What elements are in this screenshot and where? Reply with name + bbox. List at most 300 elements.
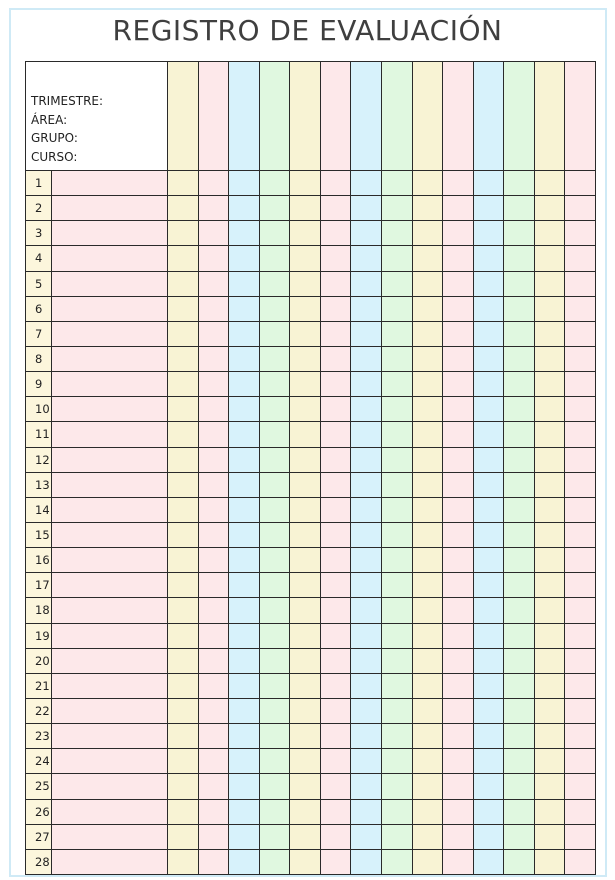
grade-cell[interactable] <box>534 196 565 221</box>
grade-cell[interactable] <box>259 598 290 623</box>
grade-cell[interactable] <box>565 774 596 799</box>
grade-cell[interactable] <box>473 749 504 774</box>
grade-cell[interactable] <box>320 497 351 522</box>
grade-cell[interactable] <box>381 573 412 598</box>
grade-cell[interactable] <box>473 548 504 573</box>
grade-cell[interactable] <box>198 749 229 774</box>
grade-cell[interactable] <box>504 749 535 774</box>
grade-cell[interactable] <box>320 171 351 196</box>
student-name-cell[interactable] <box>52 246 168 271</box>
grade-cell[interactable] <box>320 346 351 371</box>
grade-cell[interactable] <box>381 673 412 698</box>
grade-cell[interactable] <box>290 447 321 472</box>
grade-cell[interactable] <box>259 724 290 749</box>
grade-cell[interactable] <box>473 623 504 648</box>
grade-cell[interactable] <box>168 598 199 623</box>
student-name-cell[interactable] <box>52 171 168 196</box>
grade-cell[interactable] <box>534 623 565 648</box>
grade-cell[interactable] <box>229 447 260 472</box>
grade-cell[interactable] <box>229 372 260 397</box>
grade-cell[interactable] <box>473 472 504 497</box>
grade-cell[interactable] <box>198 548 229 573</box>
grade-cell[interactable] <box>504 598 535 623</box>
grade-cell[interactable] <box>473 824 504 849</box>
grade-cell[interactable] <box>534 573 565 598</box>
grade-cell[interactable] <box>259 196 290 221</box>
column-header-2[interactable] <box>198 62 229 171</box>
grade-cell[interactable] <box>381 221 412 246</box>
grade-cell[interactable] <box>473 598 504 623</box>
grade-cell[interactable] <box>351 422 382 447</box>
grade-cell[interactable] <box>412 221 443 246</box>
grade-cell[interactable] <box>381 321 412 346</box>
student-name-cell[interactable] <box>52 321 168 346</box>
student-name-cell[interactable] <box>52 774 168 799</box>
grade-cell[interactable] <box>290 824 321 849</box>
grade-cell[interactable] <box>168 673 199 698</box>
grade-cell[interactable] <box>351 296 382 321</box>
grade-cell[interactable] <box>320 321 351 346</box>
grade-cell[interactable] <box>565 171 596 196</box>
grade-cell[interactable] <box>412 522 443 547</box>
grade-cell[interactable] <box>351 271 382 296</box>
grade-cell[interactable] <box>168 221 199 246</box>
grade-cell[interactable] <box>473 724 504 749</box>
grade-cell[interactable] <box>290 522 321 547</box>
grade-cell[interactable] <box>351 548 382 573</box>
grade-cell[interactable] <box>565 522 596 547</box>
grade-cell[interactable] <box>198 774 229 799</box>
grade-cell[interactable] <box>290 623 321 648</box>
grade-cell[interactable] <box>290 749 321 774</box>
grade-cell[interactable] <box>168 196 199 221</box>
student-name-cell[interactable] <box>52 598 168 623</box>
grade-cell[interactable] <box>504 397 535 422</box>
grade-cell[interactable] <box>168 372 199 397</box>
grade-cell[interactable] <box>320 372 351 397</box>
grade-cell[interactable] <box>168 296 199 321</box>
grade-cell[interactable] <box>534 724 565 749</box>
grade-cell[interactable] <box>412 749 443 774</box>
grade-cell[interactable] <box>229 497 260 522</box>
grade-cell[interactable] <box>534 422 565 447</box>
grade-cell[interactable] <box>351 497 382 522</box>
grade-cell[interactable] <box>259 397 290 422</box>
grade-cell[interactable] <box>381 849 412 874</box>
grade-cell[interactable] <box>473 171 504 196</box>
grade-cell[interactable] <box>473 698 504 723</box>
grade-cell[interactable] <box>443 422 474 447</box>
grade-cell[interactable] <box>504 648 535 673</box>
grade-cell[interactable] <box>168 171 199 196</box>
grade-cell[interactable] <box>351 171 382 196</box>
column-header-12[interactable] <box>504 62 535 171</box>
student-name-cell[interactable] <box>52 849 168 874</box>
grade-cell[interactable] <box>259 799 290 824</box>
grade-cell[interactable] <box>290 648 321 673</box>
grade-cell[interactable] <box>168 799 199 824</box>
grade-cell[interactable] <box>443 221 474 246</box>
student-name-cell[interactable] <box>52 749 168 774</box>
grade-cell[interactable] <box>198 472 229 497</box>
grade-cell[interactable] <box>320 472 351 497</box>
grade-cell[interactable] <box>565 497 596 522</box>
grade-cell[interactable] <box>504 774 535 799</box>
grade-cell[interactable] <box>381 497 412 522</box>
grade-cell[interactable] <box>320 271 351 296</box>
grade-cell[interactable] <box>504 548 535 573</box>
student-name-cell[interactable] <box>52 698 168 723</box>
grade-cell[interactable] <box>381 824 412 849</box>
grade-cell[interactable] <box>504 422 535 447</box>
grade-cell[interactable] <box>351 397 382 422</box>
grade-cell[interactable] <box>229 271 260 296</box>
grade-cell[interactable] <box>351 724 382 749</box>
grade-cell[interactable] <box>534 522 565 547</box>
grade-cell[interactable] <box>473 497 504 522</box>
grade-cell[interactable] <box>504 824 535 849</box>
grade-cell[interactable] <box>534 497 565 522</box>
column-header-5[interactable] <box>290 62 321 171</box>
grade-cell[interactable] <box>473 648 504 673</box>
column-header-1[interactable] <box>168 62 199 171</box>
grade-cell[interactable] <box>198 447 229 472</box>
grade-cell[interactable] <box>259 271 290 296</box>
grade-cell[interactable] <box>443 472 474 497</box>
grade-cell[interactable] <box>381 196 412 221</box>
grade-cell[interactable] <box>534 673 565 698</box>
grade-cell[interactable] <box>504 573 535 598</box>
grade-cell[interactable] <box>381 698 412 723</box>
grade-cell[interactable] <box>290 171 321 196</box>
grade-cell[interactable] <box>443 372 474 397</box>
grade-cell[interactable] <box>351 698 382 723</box>
grade-cell[interactable] <box>168 849 199 874</box>
grade-cell[interactable] <box>443 698 474 723</box>
grade-cell[interactable] <box>381 397 412 422</box>
grade-cell[interactable] <box>412 774 443 799</box>
column-header-3[interactable] <box>229 62 260 171</box>
grade-cell[interactable] <box>443 623 474 648</box>
grade-cell[interactable] <box>290 397 321 422</box>
grade-cell[interactable] <box>381 346 412 371</box>
grade-cell[interactable] <box>351 824 382 849</box>
grade-cell[interactable] <box>443 824 474 849</box>
student-name-cell[interactable] <box>52 472 168 497</box>
grade-cell[interactable] <box>412 346 443 371</box>
grade-cell[interactable] <box>351 372 382 397</box>
column-header-13[interactable] <box>534 62 565 171</box>
grade-cell[interactable] <box>198 598 229 623</box>
grade-cell[interactable] <box>443 573 474 598</box>
grade-cell[interactable] <box>504 372 535 397</box>
grade-cell[interactable] <box>534 698 565 723</box>
grade-cell[interactable] <box>473 799 504 824</box>
grade-cell[interactable] <box>565 573 596 598</box>
grade-cell[interactable] <box>168 774 199 799</box>
grade-cell[interactable] <box>198 321 229 346</box>
grade-cell[interactable] <box>504 497 535 522</box>
grade-cell[interactable] <box>504 221 535 246</box>
grade-cell[interactable] <box>259 522 290 547</box>
grade-cell[interactable] <box>168 472 199 497</box>
grade-cell[interactable] <box>198 849 229 874</box>
student-name-cell[interactable] <box>52 346 168 371</box>
grade-cell[interactable] <box>443 673 474 698</box>
grade-cell[interactable] <box>381 774 412 799</box>
grade-cell[interactable] <box>168 623 199 648</box>
grade-cell[interactable] <box>351 196 382 221</box>
grade-cell[interactable] <box>229 397 260 422</box>
grade-cell[interactable] <box>412 849 443 874</box>
grade-cell[interactable] <box>443 749 474 774</box>
grade-cell[interactable] <box>381 472 412 497</box>
grade-cell[interactable] <box>290 271 321 296</box>
grade-cell[interactable] <box>534 321 565 346</box>
grade-cell[interactable] <box>504 799 535 824</box>
grade-cell[interactable] <box>534 749 565 774</box>
grade-cell[interactable] <box>443 447 474 472</box>
grade-cell[interactable] <box>198 573 229 598</box>
grade-cell[interactable] <box>320 296 351 321</box>
grade-cell[interactable] <box>320 573 351 598</box>
grade-cell[interactable] <box>259 497 290 522</box>
grade-cell[interactable] <box>229 171 260 196</box>
grade-cell[interactable] <box>412 321 443 346</box>
grade-cell[interactable] <box>473 246 504 271</box>
student-name-cell[interactable] <box>52 648 168 673</box>
grade-cell[interactable] <box>290 774 321 799</box>
grade-cell[interactable] <box>381 296 412 321</box>
grade-cell[interactable] <box>504 472 535 497</box>
grade-cell[interactable] <box>320 221 351 246</box>
grade-cell[interactable] <box>565 548 596 573</box>
grade-cell[interactable] <box>229 698 260 723</box>
grade-cell[interactable] <box>198 724 229 749</box>
grade-cell[interactable] <box>473 296 504 321</box>
grade-cell[interactable] <box>229 799 260 824</box>
student-name-cell[interactable] <box>52 271 168 296</box>
grade-cell[interactable] <box>565 673 596 698</box>
grade-cell[interactable] <box>290 673 321 698</box>
grade-cell[interactable] <box>504 522 535 547</box>
grade-cell[interactable] <box>229 246 260 271</box>
grade-cell[interactable] <box>534 171 565 196</box>
grade-cell[interactable] <box>534 849 565 874</box>
grade-cell[interactable] <box>290 422 321 447</box>
grade-cell[interactable] <box>168 346 199 371</box>
student-name-cell[interactable] <box>52 422 168 447</box>
grade-cell[interactable] <box>259 447 290 472</box>
grade-cell[interactable] <box>290 598 321 623</box>
student-name-cell[interactable] <box>52 522 168 547</box>
grade-cell[interactable] <box>198 171 229 196</box>
grade-cell[interactable] <box>473 422 504 447</box>
grade-cell[interactable] <box>259 422 290 447</box>
student-name-cell[interactable] <box>52 824 168 849</box>
grade-cell[interactable] <box>534 648 565 673</box>
grade-cell[interactable] <box>412 698 443 723</box>
grade-cell[interactable] <box>290 346 321 371</box>
grade-cell[interactable] <box>381 422 412 447</box>
grade-cell[interactable] <box>229 749 260 774</box>
grade-cell[interactable] <box>229 648 260 673</box>
grade-cell[interactable] <box>412 472 443 497</box>
grade-cell[interactable] <box>534 598 565 623</box>
grade-cell[interactable] <box>198 271 229 296</box>
grade-cell[interactable] <box>412 573 443 598</box>
grade-cell[interactable] <box>412 724 443 749</box>
grade-cell[interactable] <box>320 522 351 547</box>
grade-cell[interactable] <box>504 321 535 346</box>
grade-cell[interactable] <box>320 598 351 623</box>
grade-cell[interactable] <box>473 196 504 221</box>
grade-cell[interactable] <box>351 673 382 698</box>
grade-cell[interactable] <box>259 573 290 598</box>
grade-cell[interactable] <box>565 749 596 774</box>
student-name-cell[interactable] <box>52 799 168 824</box>
grade-cell[interactable] <box>320 698 351 723</box>
grade-cell[interactable] <box>198 246 229 271</box>
grade-cell[interactable] <box>473 321 504 346</box>
grade-cell[interactable] <box>534 447 565 472</box>
grade-cell[interactable] <box>168 724 199 749</box>
grade-cell[interactable] <box>443 849 474 874</box>
grade-cell[interactable] <box>259 321 290 346</box>
grade-cell[interactable] <box>381 598 412 623</box>
grade-cell[interactable] <box>381 447 412 472</box>
grade-cell[interactable] <box>443 397 474 422</box>
grade-cell[interactable] <box>259 648 290 673</box>
grade-cell[interactable] <box>504 623 535 648</box>
grade-cell[interactable] <box>259 221 290 246</box>
grade-cell[interactable] <box>565 271 596 296</box>
grade-cell[interactable] <box>351 623 382 648</box>
grade-cell[interactable] <box>168 397 199 422</box>
student-name-cell[interactable] <box>52 447 168 472</box>
column-header-6[interactable] <box>320 62 351 171</box>
grade-cell[interactable] <box>259 749 290 774</box>
grade-cell[interactable] <box>168 522 199 547</box>
grade-cell[interactable] <box>229 774 260 799</box>
grade-cell[interactable] <box>259 472 290 497</box>
grade-cell[interactable] <box>198 497 229 522</box>
grade-cell[interactable] <box>565 849 596 874</box>
grade-cell[interactable] <box>168 548 199 573</box>
grade-cell[interactable] <box>198 296 229 321</box>
grade-cell[interactable] <box>290 246 321 271</box>
grade-cell[interactable] <box>259 296 290 321</box>
grade-cell[interactable] <box>473 346 504 371</box>
grade-cell[interactable] <box>229 321 260 346</box>
grade-cell[interactable] <box>473 447 504 472</box>
grade-cell[interactable] <box>198 221 229 246</box>
grade-cell[interactable] <box>504 346 535 371</box>
grade-cell[interactable] <box>381 246 412 271</box>
grade-cell[interactable] <box>534 246 565 271</box>
grade-cell[interactable] <box>534 548 565 573</box>
grade-cell[interactable] <box>320 673 351 698</box>
grade-cell[interactable] <box>412 397 443 422</box>
grade-cell[interactable] <box>534 372 565 397</box>
grade-cell[interactable] <box>412 623 443 648</box>
grade-cell[interactable] <box>473 849 504 874</box>
grade-cell[interactable] <box>565 296 596 321</box>
grade-cell[interactable] <box>168 497 199 522</box>
grade-cell[interactable] <box>351 447 382 472</box>
grade-cell[interactable] <box>229 673 260 698</box>
grade-cell[interactable] <box>290 698 321 723</box>
grade-cell[interactable] <box>229 422 260 447</box>
grade-cell[interactable] <box>565 724 596 749</box>
grade-cell[interactable] <box>229 598 260 623</box>
grade-cell[interactable] <box>198 673 229 698</box>
grade-cell[interactable] <box>168 447 199 472</box>
grade-cell[interactable] <box>473 271 504 296</box>
grade-cell[interactable] <box>473 774 504 799</box>
grade-cell[interactable] <box>504 849 535 874</box>
grade-cell[interactable] <box>259 623 290 648</box>
grade-cell[interactable] <box>473 221 504 246</box>
grade-cell[interactable] <box>565 246 596 271</box>
student-name-cell[interactable] <box>52 397 168 422</box>
grade-cell[interactable] <box>473 397 504 422</box>
grade-cell[interactable] <box>320 849 351 874</box>
grade-cell[interactable] <box>443 271 474 296</box>
grade-cell[interactable] <box>290 724 321 749</box>
grade-cell[interactable] <box>412 824 443 849</box>
grade-cell[interactable] <box>259 548 290 573</box>
grade-cell[interactable] <box>412 246 443 271</box>
grade-cell[interactable] <box>443 196 474 221</box>
grade-cell[interactable] <box>229 196 260 221</box>
grade-cell[interactable] <box>381 648 412 673</box>
grade-cell[interactable] <box>229 623 260 648</box>
grade-cell[interactable] <box>473 522 504 547</box>
grade-cell[interactable] <box>259 698 290 723</box>
grade-cell[interactable] <box>290 497 321 522</box>
grade-cell[interactable] <box>565 372 596 397</box>
grade-cell[interactable] <box>351 598 382 623</box>
grade-cell[interactable] <box>351 221 382 246</box>
grade-cell[interactable] <box>229 221 260 246</box>
grade-cell[interactable] <box>320 196 351 221</box>
grade-cell[interactable] <box>412 673 443 698</box>
grade-cell[interactable] <box>168 573 199 598</box>
grade-cell[interactable] <box>565 623 596 648</box>
student-name-cell[interactable] <box>52 296 168 321</box>
grade-cell[interactable] <box>351 346 382 371</box>
grade-cell[interactable] <box>565 598 596 623</box>
grade-cell[interactable] <box>320 447 351 472</box>
grade-cell[interactable] <box>381 548 412 573</box>
grade-cell[interactable] <box>443 497 474 522</box>
grade-cell[interactable] <box>504 698 535 723</box>
grade-cell[interactable] <box>534 296 565 321</box>
student-name-cell[interactable] <box>52 497 168 522</box>
grade-cell[interactable] <box>381 799 412 824</box>
grade-cell[interactable] <box>351 774 382 799</box>
grade-cell[interactable] <box>381 724 412 749</box>
grade-cell[interactable] <box>320 548 351 573</box>
grade-cell[interactable] <box>443 296 474 321</box>
grade-cell[interactable] <box>320 422 351 447</box>
grade-cell[interactable] <box>320 799 351 824</box>
grade-cell[interactable] <box>351 472 382 497</box>
grade-cell[interactable] <box>320 246 351 271</box>
grade-cell[interactable] <box>504 246 535 271</box>
grade-cell[interactable] <box>290 799 321 824</box>
